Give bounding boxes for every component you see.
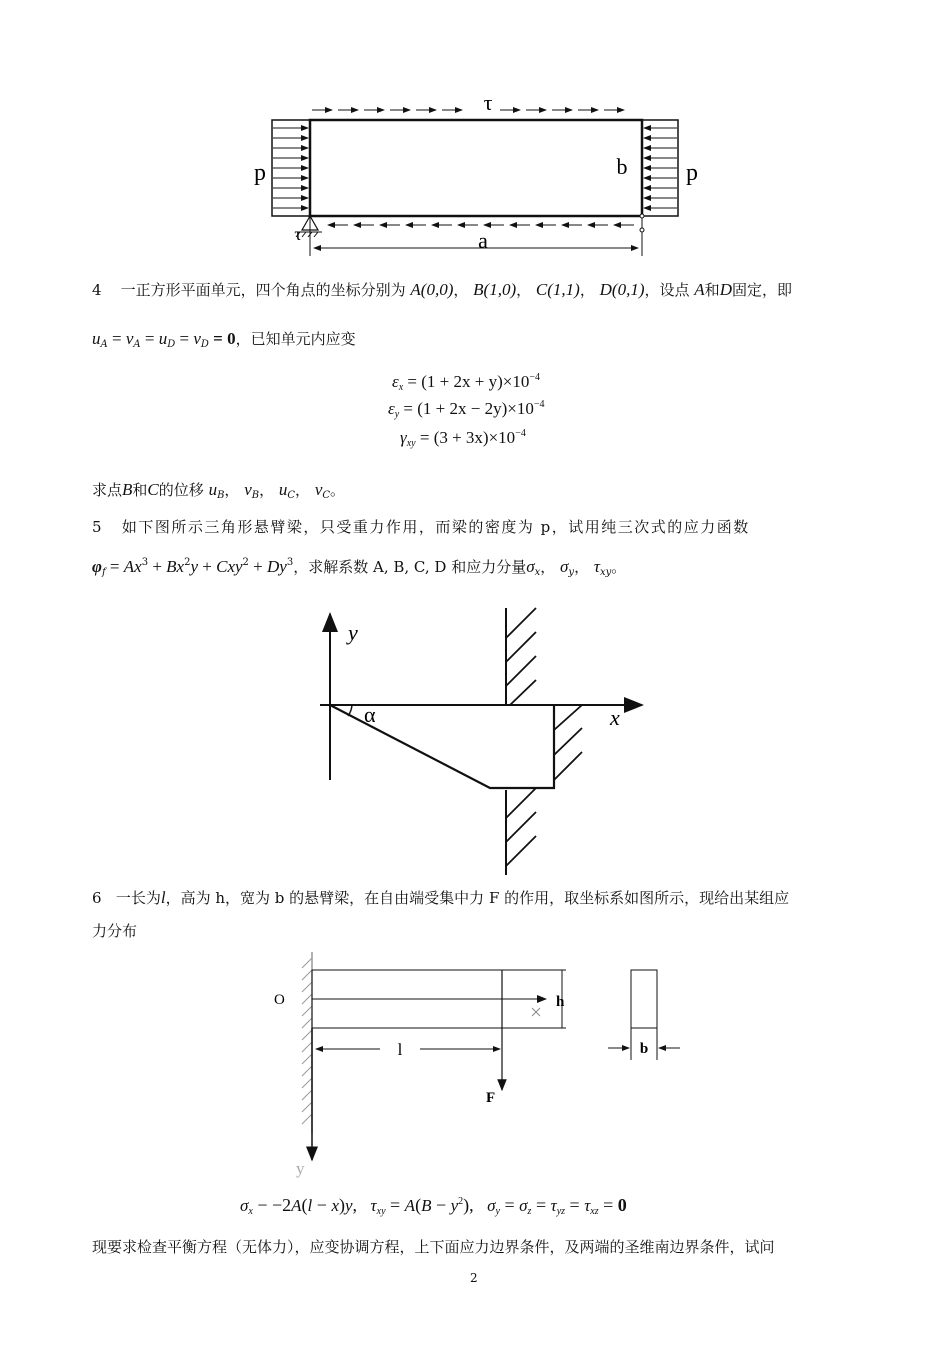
alpha-label: α (364, 702, 376, 727)
figure-cantilever-point-load (260, 948, 700, 1180)
b-label: b (616, 154, 628, 179)
figure-loaded-rectangle (240, 90, 720, 260)
problem4-question: 求点B和C的位移 $u_B$， $v_B$， $u_C$， $v_C$。 (92, 480, 346, 501)
problem5-line1: 5 如下图所示三角形悬臂梁，只受重力作用，而梁的密度为 p，试用纯三次式的应力函数 (92, 518, 750, 536)
force-label: F (486, 1090, 496, 1106)
tau-corner-label: τ (294, 224, 302, 244)
strain-eq-y: $\varepsilon_y = (1 + 2x - 2y)\times 10^{-4}$ (388, 399, 545, 420)
strain-eq-x: $\varepsilon_x = (1 + 2x + y)\times 10^{-4}$ (392, 372, 540, 393)
y-axis-label: y (348, 620, 358, 645)
figure-triangular-cantilever (310, 600, 660, 880)
problem4-line2: $u_A = v_A = u_D = v_D = 0$，已知单元内应变 (92, 329, 356, 350)
strain-eq-xy: $\gamma_{xy} = (3 + 3x)\times 10^{-4}$ (400, 428, 526, 449)
y-axis-label-fig3: y (296, 1159, 305, 1178)
problem6-line1: 6 一长为l，高为 h，宽为 b 的悬臂梁，在自由端受集中力 F 的作用，取坐标系如图所示，现给出某组应 (92, 888, 790, 907)
b-width-label: b (639, 1041, 649, 1057)
problem6-line2: 力分布 (92, 922, 138, 940)
problem4-line1: 4 一正方形平面单元，四个角点的坐标分别为 A(0,0)， B(1,0)， C(1,1)， D(0,1)，设点 A和D固定，即 (92, 280, 792, 299)
origin-label: O (274, 992, 285, 1008)
x-axis-label: x (610, 705, 620, 730)
page-number: 2 (470, 1271, 478, 1285)
stress-distribution-eq: $\sigma_x - -2A(l - x)y$, $\tau_{xy} = A(B - y^2)$, $\sigma_y = \sigma_z = \tau_{yz} = \tau_{xz} = 0$ (240, 1195, 627, 1217)
tau-top-label: τ (483, 90, 493, 115)
l-dimension-label: l (397, 1040, 403, 1059)
problem5-line2: $\varphi_f = Ax^3 + Bx^2y + Cxy^2 + Dy^3$，求解系数 A, B, C, D 和应力分量$\sigma_x$， $\sigma_y$， $\tau_{xy}$。 (92, 557, 627, 578)
a-label: a (478, 228, 488, 253)
p-right-label: p (686, 160, 698, 186)
bottom-text: 现要求检查平衡方程（无体力），应变协调方程，上下面应力边界条件，及两端的圣维南边界条件，试问 (92, 1238, 775, 1256)
p-left-label: p (254, 160, 266, 186)
h-label: h (556, 994, 565, 1010)
